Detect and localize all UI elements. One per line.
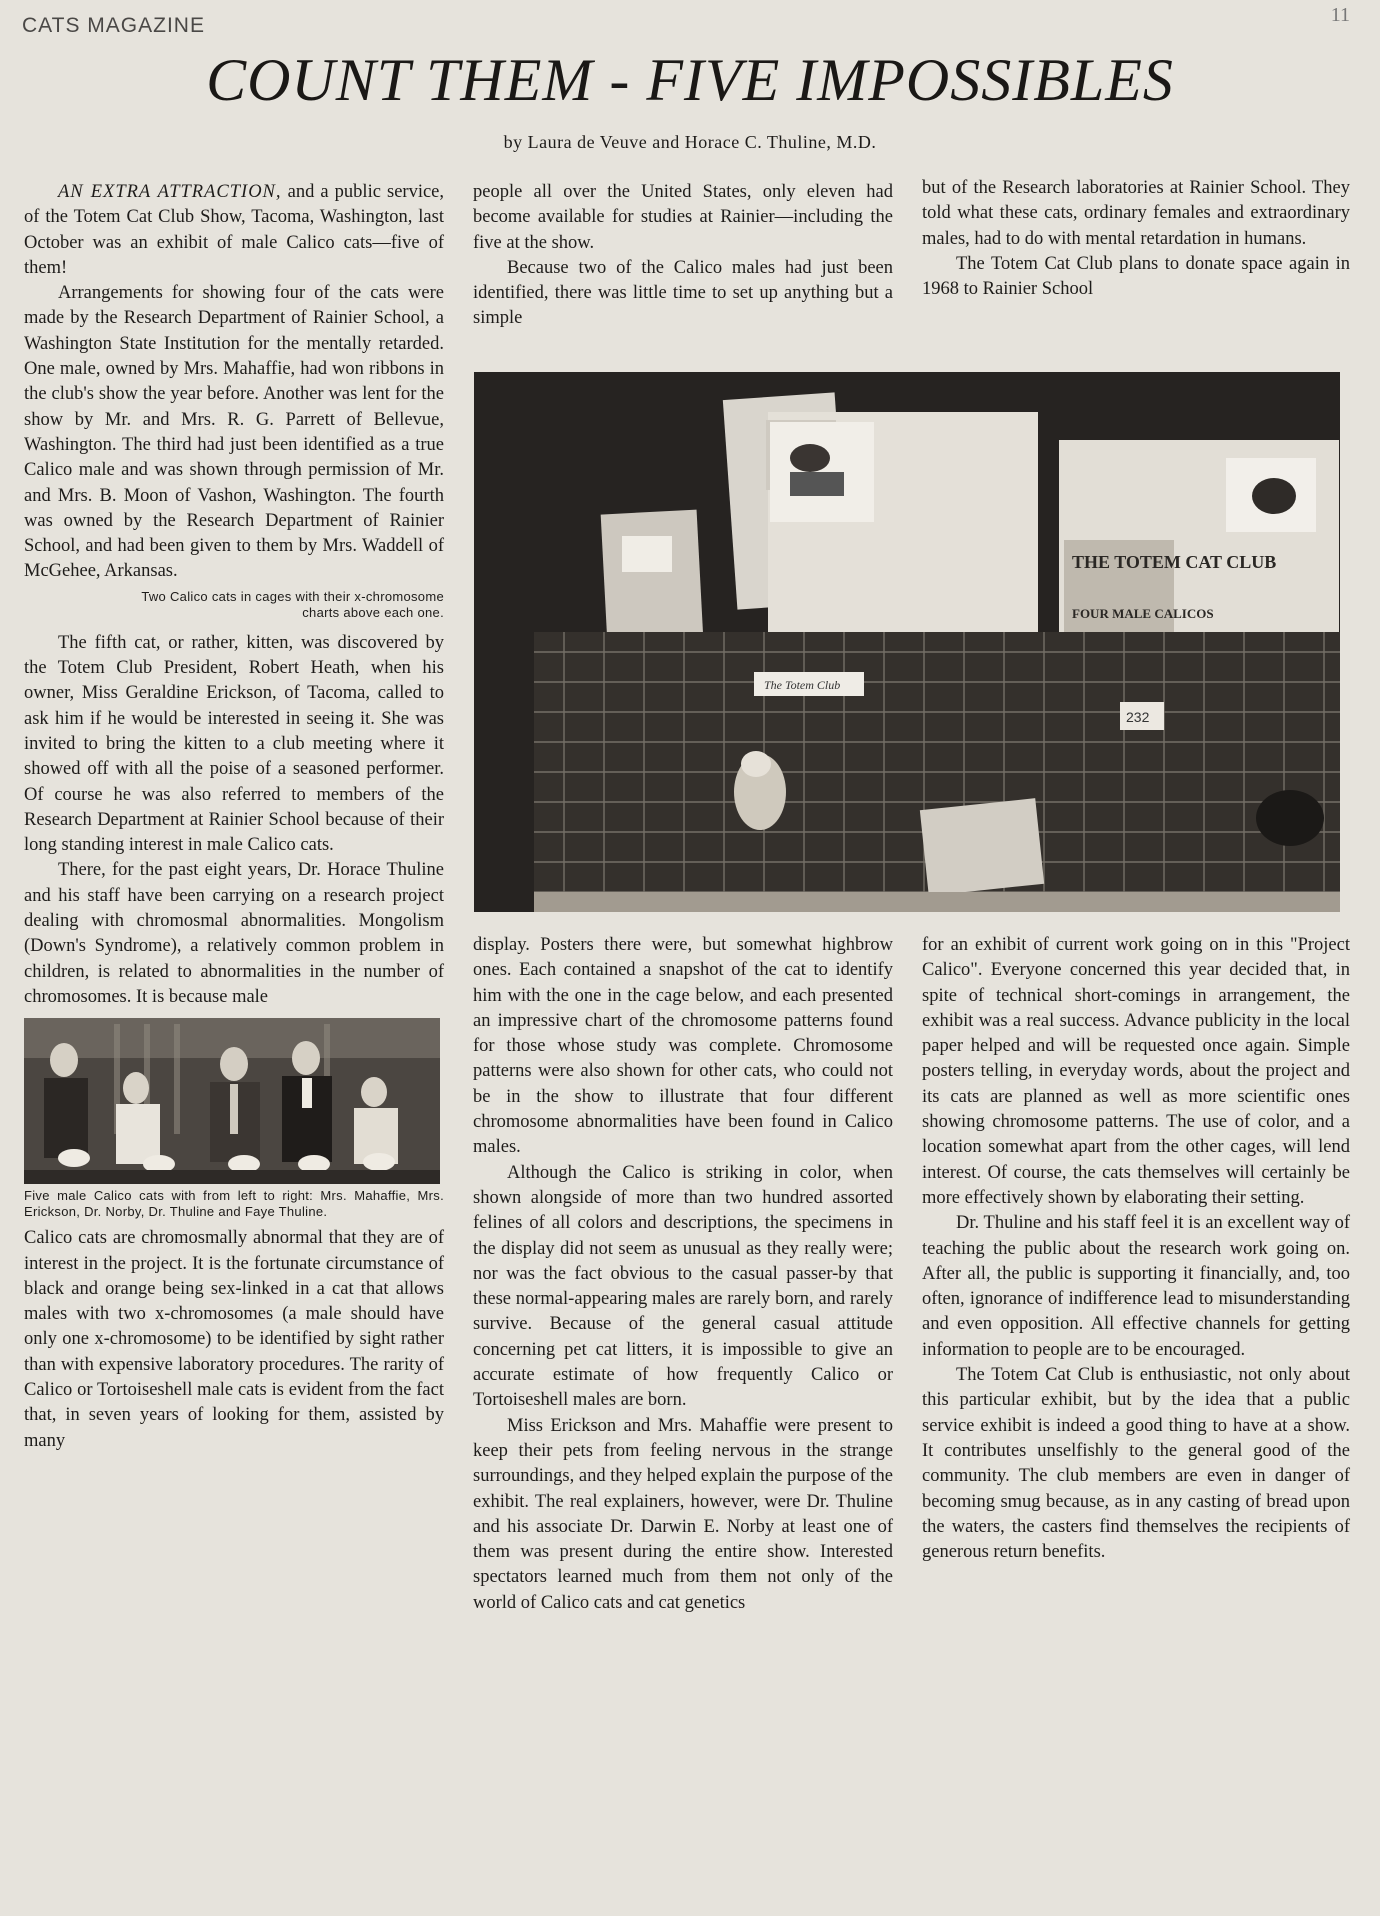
exhibit-sign-text: THE TOTEM CAT CLUB	[1072, 552, 1277, 572]
group-photo-caption: Five male Calico cats with from left to right: Mrs. Mahaffie, Mrs. Erickson, Dr. Norby, Dr. Thuline and Faye Thuline.	[24, 1188, 444, 1220]
paragraph-text: and a public service, of the Totem Cat Club Show, Tacoma, Washington, last October was an exhibit of male Calico cats—five of them!	[24, 182, 445, 278]
exhibit-photo-image	[474, 372, 1340, 912]
paragraph: Arrangements for showing four of the cats were made by the Research Department of Rainier School, a Washington State Institution for the mentally retarded. One male, owned by Mrs. Mahaffie, had won ribbons in the club's show the year before. Another was lent for the show by Mr. and Mrs. R. G. Parrett of Bellevue, Washington. The third had just been identified as a true Calico male and was shown through permission of Mr. and Mrs. B. Moon of Vashon, Washington. The fourth was owned by the Research Department of Rainier School, and had been given to them by Mrs. Waddell of McGehee, Arkansas.	[24, 283, 444, 582]
article-headline: COUNT THEM - FIVE IMPOSSIBLES	[206, 47, 1174, 113]
paragraph: but of the Research laboratories at Rainier School. They told what these cats, ordinary females and extraordinary males, had to do with mental retardation in humans.	[922, 178, 1350, 249]
paragraph	[24, 180, 444, 281]
group-photo-image	[24, 1018, 440, 1184]
cage-card-text: The Totem Club	[764, 678, 841, 692]
paragraph: The Totem Cat Club plans to donate space again in 1968 to Rainier School	[922, 253, 1350, 300]
column-3-top	[922, 176, 1350, 302]
paragraph: There, for the past eight years, Dr. Horace Thuline and his staff have been carrying on a research project dealing with chromosmal abnormalities. Mongolism (Down's Syndrome), a relatively common problem in children, is related to abnormalities in the number of chromosomes. It is because male	[24, 860, 444, 1007]
cage-tag-text: 232	[1126, 709, 1150, 725]
column-2-bottom	[473, 933, 893, 1616]
photo-caption: Two Calico cats in cages with their x-chromosome charts above each one.	[141, 588, 444, 620]
paragraph: The Totem Cat Club is enthusiastic, not only about this particular exhibit, but by the idea that a public service exhibit is indeed a good thing to have at a show. It contributes unselfishly to the general good of the community. The club members are even in danger of becoming smug because, as in any casting of bread upon the waters, the casters find themselves the recipients of generous return benefits.	[922, 1365, 1350, 1563]
paragraph: display. Posters there were, but somewhat highbrow ones. Each contained a snapshot of the cat to identify him with the one in the cage below, and each presented an impressive chart of the chromosome patterns found for those whose study was complete. Chromosome patterns were also shown for other cats, who could not be in the show to illustrate that four different chromosome abnormalities have been found in Calico males.	[473, 935, 893, 1158]
article-byline: by Laura de Veuve and Horace C. Thuline, M.D.	[503, 132, 877, 152]
lead-in: AN EXTRA ATTRACTION,	[58, 182, 282, 202]
group-photo	[24, 1018, 440, 1184]
paragraph: The fifth cat, or rather, kitten, was discovered by the Totem Club President, Robert Heath, when his owner, Miss Geraldine Erickson, of Tacoma, called to ask him if he would be interested in seeing it. She was invited to bring the kitten to a club meeting where it showed off with all the poise of a seasoned performer. Of course he was also referred to members of the Research Department at Rainier School because of their long standing interest in male Calico cats.	[24, 632, 444, 856]
paragraph: Calico cats are chromosmally abnormal that they are of interest in the project. It is the fortunate circumstance of black and orange being sex-linked in a cat that allows males with two x-chromosomes (a male should have only one x-chromosome) to be identified by sight rather than with expensive laboratory procedures. The rarity of Calico or Tortoiseshell male cats is evident from the fact that, in seven years of looking for them, assisted by many	[24, 1228, 444, 1451]
paragraph: Miss Erickson and Mrs. Mahaffie were present to keep their pets from feeling nervous in the strange surroundings, and they helped explain the purpose of the exhibit. The real explainers, however, were Dr. Thuline and his associate Dr. Darwin E. Norby at least one of them was present during the entire show. Interested spectators learned much from them not only of the world of Calico cats and cat genetics	[473, 1415, 893, 1613]
paragraph: for an exhibit of current work going on in this "Project Calico". Everyone concerned this year decided that, in spite of technical short-comings in arrangement, the exhibit was a real success. Advance publicity in the local paper helped and will be requested once again. Simple posters telling, in everyday words, about the project and its cats are planned as well as more scientific ones showing chromosome patterns. The use of color, and a location somewhat apart from the other cages, will lend interest. Of course, the cats themselves will certainly be more effectively shown by elaborating their setting.	[922, 935, 1350, 1208]
column-3-bottom	[922, 933, 1350, 1565]
page-number: 11	[1330, 4, 1350, 26]
paragraph: people all over the United States, only eleven had become available for studies at Rainier—including the five at the show.	[473, 182, 893, 253]
paragraph: Dr. Thuline and his staff feel it is an excellent way of teaching the public about the research work going on. After all, the public is supporting it financially, and, too often, ignorance of indifference lead to misunderstanding and even opposition. All effective channels for getting information to people are to be encouraged.	[922, 1213, 1350, 1360]
paragraph: Because two of the Calico males had just been identified, there was little time to set up anything but a simple	[473, 257, 893, 329]
column-2-top	[473, 180, 893, 332]
paragraph: Although the Calico is striking in color, when shown alongside of more than two hundred assorted felines of all colors and descriptions, the specimens in the display did not seem as unusual as they really were; nor was the fact obvious to the casual passer-by that these normal-appearing males are rarely born, and rarely survive. Because of the general casual attitude concerning pet cat litters, it is impossible to give an accurate estimate of how frequently Calico or Tortoiseshell males are born.	[473, 1162, 893, 1411]
exhibit-photo	[474, 372, 1340, 912]
column-1	[24, 180, 444, 1454]
exhibit-sign-text-2: FOUR MALE CALICOS	[1072, 606, 1214, 621]
magazine-name: CATS MAGAZINE	[22, 14, 205, 37]
